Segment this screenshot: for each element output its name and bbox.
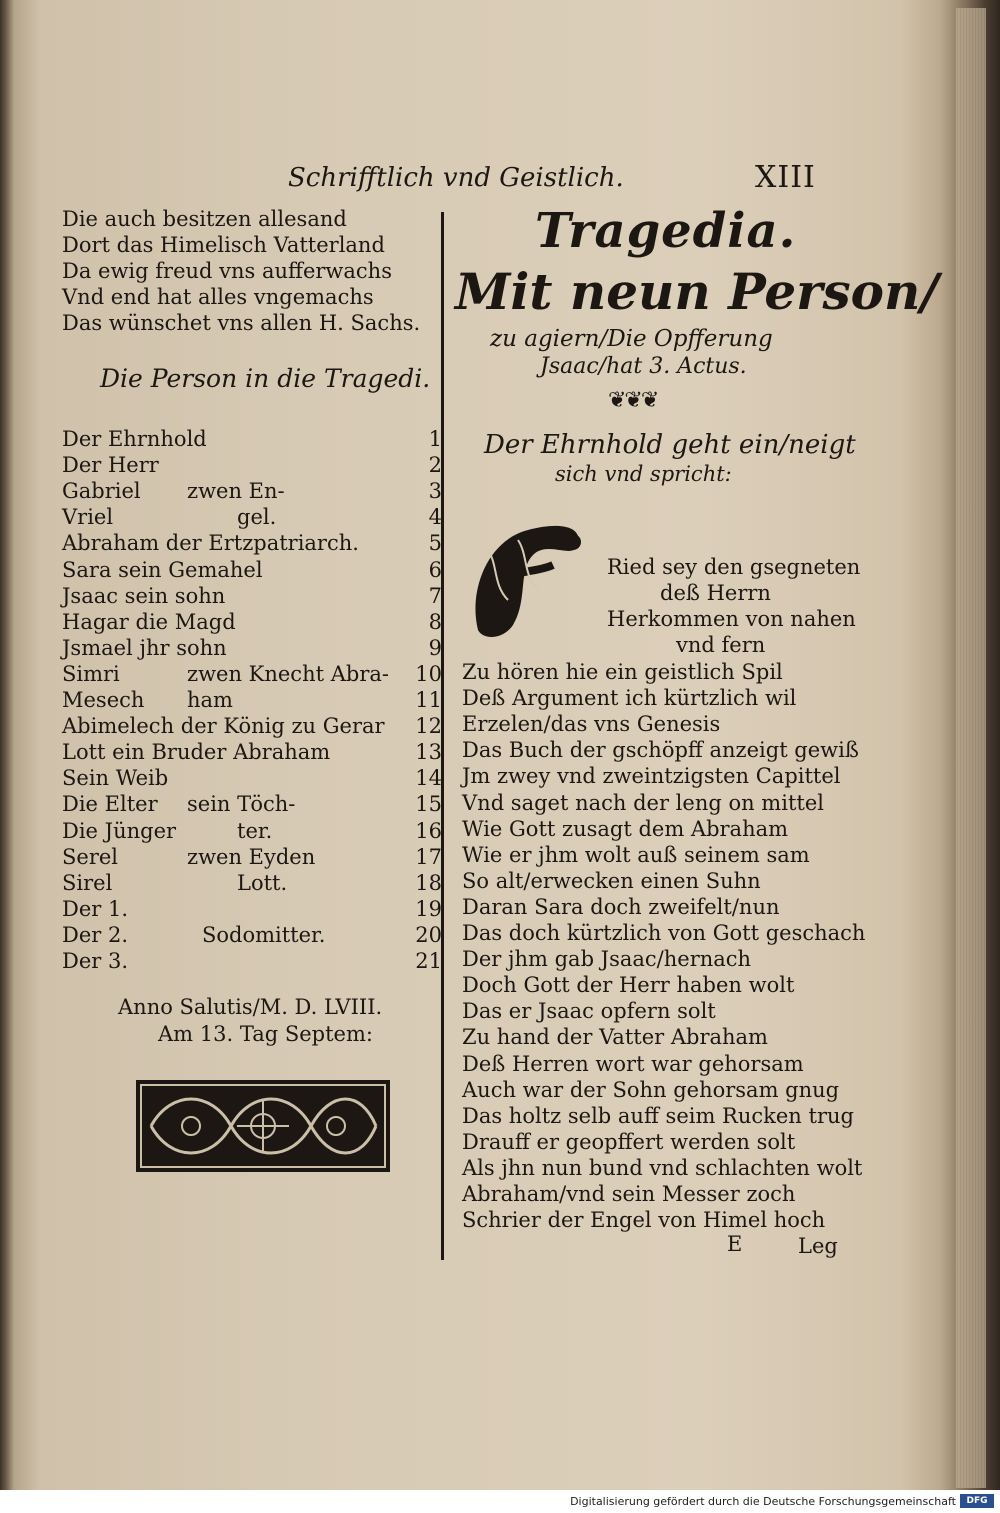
person-number: 11: [415, 688, 442, 712]
stage-direction: Der Ehrnhold geht ein/neigt: [484, 430, 856, 460]
right-verse-line: Das Buch der gschöpff anzeigt gewiß: [462, 738, 859, 763]
person-name: Die Elter: [62, 792, 158, 817]
person-number: 21: [415, 949, 442, 973]
person-note: ham: [187, 688, 233, 712]
person-name: Simri: [62, 661, 120, 686]
indented-line: Ried sey den gsegneten: [607, 555, 861, 579]
stage-direction: sich vnd spricht:: [555, 462, 732, 486]
person-note: zwen Eyden: [187, 844, 316, 869]
right-verse-line: Zu hören hie ein geistlich Spil: [462, 660, 783, 684]
right-verse-line: Auch war der Sohn gehorsam gnug: [462, 1077, 840, 1102]
right-verse-line: Das doch kürtzlich von Gott geschach: [462, 921, 866, 945]
person-note: sein Töch-: [187, 792, 296, 817]
subtitle-line: Jsaac/hat 3. Actus.: [540, 354, 747, 379]
person-name: Der 1.: [62, 896, 129, 921]
folio-number: XIII: [755, 160, 816, 195]
person-number: 8: [428, 609, 442, 634]
persons-heading: Die Person in die Tragedi.: [100, 364, 431, 393]
title: Tragedia.: [535, 203, 797, 259]
person-name: Mesech: [62, 688, 145, 712]
date-line: Anno Salutis/M. D. LVIII.: [118, 995, 383, 1019]
footer-credit: Digitalisierung gefördert durch die Deutsche Forschungsgemeinschaft: [570, 1495, 956, 1508]
right-verse-line: Jm zwey vnd zweintzigsten Capittel: [462, 764, 841, 789]
person-note: zwen Knecht Abra-: [187, 661, 389, 686]
person-name: Gabriel: [62, 479, 141, 504]
footer-bar: [0, 1490, 1000, 1513]
person-number: 5: [428, 531, 442, 556]
signature-mark: E: [727, 1232, 743, 1256]
right-verse-line: Deß Argument ich kürtzlich wil: [462, 686, 797, 711]
person-name: Die Jünger: [62, 818, 177, 843]
person-name: Abraham der Ertzpatriarch.: [62, 531, 359, 556]
right-verse-line: Vnd saget nach der leng on mittel: [462, 790, 824, 815]
ornament-block: [136, 1080, 390, 1172]
right-verse-line: Als jhn nun bund vnd schlachten wolt: [462, 1155, 863, 1180]
person-number: 7: [428, 583, 442, 608]
person-name: Serel: [62, 844, 118, 869]
person-number: 6: [428, 557, 442, 582]
right-verse-line: Wie Gott zusagt dem Abraham: [462, 816, 789, 841]
person-number: 4: [428, 505, 442, 530]
right-verse-line: Das er Jsaac opfern solt: [462, 999, 716, 1024]
flourish-ornament: ❦❦❦: [608, 388, 658, 413]
person-name: Vriel: [62, 505, 114, 530]
subtitle-line: zu agiern/Die Opfferung: [490, 326, 773, 352]
person-number: 18: [415, 870, 442, 895]
person-number: 3: [428, 479, 442, 504]
person-number: 13: [415, 740, 442, 765]
person-number: 19: [415, 896, 442, 921]
right-verse-line: Abraham/vnd sein Messer zoch: [462, 1182, 796, 1206]
person-name: Sein Weib: [62, 766, 169, 791]
left-verse-line: Dort das Himelisch Vatterland: [62, 233, 385, 257]
page-edge: [956, 8, 986, 1488]
right-verse-line: So alt/erwecken einen Suhn: [462, 868, 761, 893]
person-number: 17: [415, 844, 442, 869]
person-number: 1: [428, 427, 442, 451]
person-name: Der Ehrnhold: [62, 427, 207, 451]
person-note: Sodomitter.: [202, 922, 326, 947]
person-number: 16: [415, 818, 442, 843]
person-note: zwen En-: [187, 479, 285, 504]
person-name: Jsaac sein sohn: [62, 583, 226, 608]
person-note: ter.: [237, 818, 273, 843]
person-name: Hagar die Magd: [62, 609, 236, 634]
person-number: 20: [415, 922, 442, 947]
person-name: Lott ein Bruder Abraham: [62, 740, 331, 765]
right-verse-line: Zu hand der Vatter Abraham: [462, 1025, 768, 1050]
right-verse-line: Wie er jhm wolt auß seinem sam: [462, 842, 810, 867]
title-line-2: Mit neun Person/: [455, 262, 939, 321]
person-note: gel.: [237, 505, 277, 530]
indented-line: vnd fern: [676, 633, 766, 657]
person-name: Jsmael jhr sohn: [62, 635, 227, 660]
person-name: Der Herr: [62, 453, 159, 478]
person-number: 2: [428, 453, 442, 478]
right-verse-line: Deß Herren wort war gehorsam: [462, 1051, 804, 1076]
person-name: Sara sein Gemahel: [62, 557, 263, 582]
person-number: 12: [415, 714, 442, 739]
right-verse-line: Der jhm gab Jsaac/hernach: [462, 947, 752, 972]
left-verse-line: Die auch besitzen allesand: [62, 207, 347, 231]
date-line: Am 13. Tag Septem:: [158, 1022, 373, 1046]
dropcap-initial: [458, 510, 598, 650]
dfg-logo: DFG: [960, 1494, 994, 1508]
right-verse-line: Das holtz selb auff seim Rucken trug: [462, 1103, 854, 1128]
left-verse-line: Das wünschet vns allen H. Sachs.: [62, 311, 421, 335]
person-number: 14: [415, 766, 442, 791]
running-title: Schrifftlich vnd Geistlich.: [288, 163, 624, 193]
right-verse-line: Schrier der Engel von Himel hoch: [462, 1208, 826, 1233]
left-verse-line: Da ewig freud vns aufferwachs: [62, 259, 392, 283]
person-number: 10: [415, 661, 442, 686]
person-name: Abimelech der König zu Gerar: [62, 714, 385, 739]
right-verse-line: Daran Sara doch zweifelt/nun: [462, 894, 780, 919]
person-number: 15: [415, 792, 442, 817]
left-verse-line: Vnd end hat alles vngemachs: [62, 285, 374, 309]
person-name: Der 3.: [62, 949, 129, 973]
person-number: 9: [428, 635, 442, 660]
person-name: Der 2.: [62, 922, 129, 947]
right-verse-line: Doch Gott der Herr haben wolt: [462, 973, 795, 998]
right-verse-line: Drauff er geopffert werden solt: [462, 1129, 796, 1154]
indented-line: deß Herrn: [660, 581, 771, 605]
indented-line: Herkommen von nahen: [607, 607, 856, 631]
catchword: Leg: [798, 1234, 838, 1258]
right-verse-line: Erzelen/das vns Genesis: [462, 712, 721, 737]
person-note: Lott.: [237, 870, 288, 895]
person-name: Sirel: [62, 870, 113, 895]
